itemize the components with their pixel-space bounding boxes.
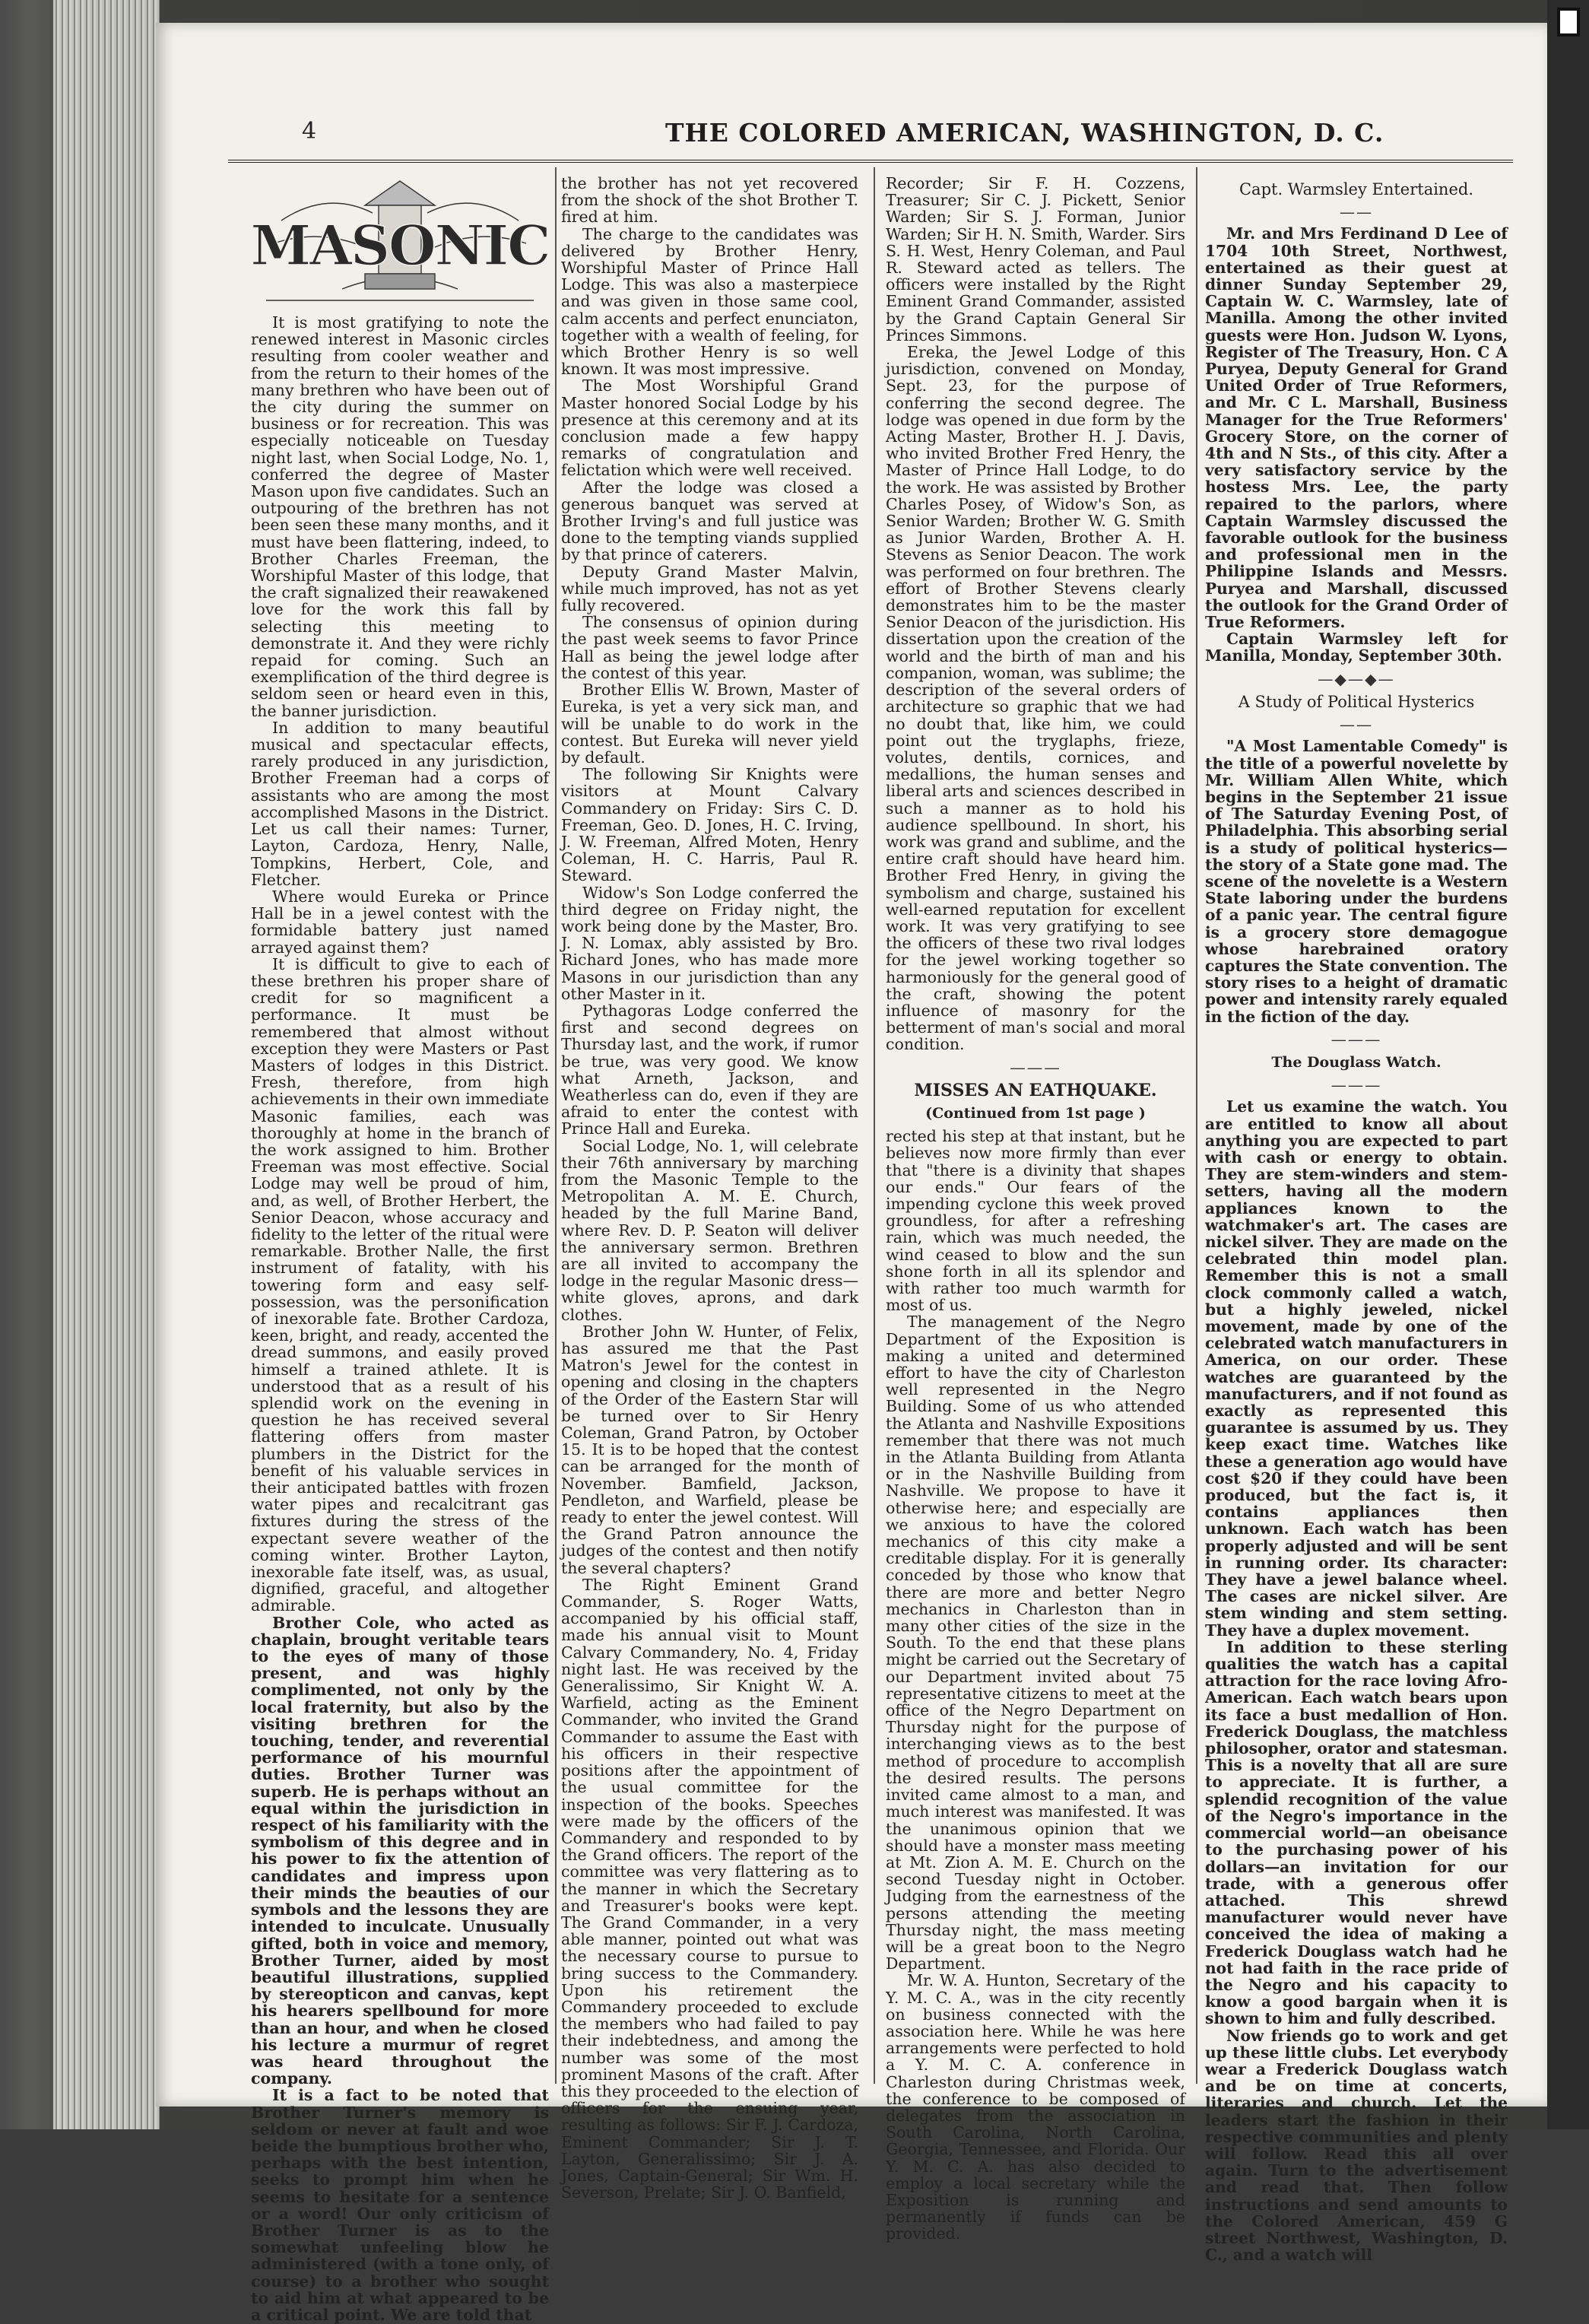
hysterics-heading: A Study of Political Hysterics: [1238, 692, 1475, 711]
watch-paragraph: In addition to these sterling qualities the watch has a capital attraction for the race loving Afro-American. Each watch bears upon its face a bust medallion of Hon. Frederick Douglass, the matchless philosopher, orator and statesman. This is a novelty that all are sure to appreciate. It is further, a splendid recognition of the value of the Negro's importance in the commercial world—an obeisance to the purchasing power of his dollars—an invitation for our trade, with a generous offer attached. This shrewd manufacturer would never have conceived the idea of making a Frederick Douglass watch had he not had faith in the race pride of the Negro and his capacity to know a good bargain when it is shown to him and fully described.: [1205, 1637, 1508, 2028]
masonic-paragraph: In addition to many beautiful musical and spectacular effects, rarely produced in any jurisdiction, Brother Freeman had a corps of assistants who are among the most accomplished Masons in the District. Let us call their names: Turner, Layton, Cardoza, Henry, Nalle, Tompkins, Herbert, Cole, and Fletcher.: [251, 718, 549, 889]
lodge-paragraph: Pythagoras Lodge conferred the first and second degrees on Thursday last, and the work, if rumor be true, was very good. We know what Arneth, Jackson, and Weatherless can do, even if they are afraid to enter the contest with Prince Hall and Eureka.: [561, 1001, 858, 1138]
paper-title: THE COLORED AMERICAN, WASHINGTON, D. C.: [665, 118, 1384, 148]
eathquake-paragraph: rected his step at that instant, but he believes now more firmly than ever that "there is a divinity that shapes our ends." Our fears of the impending cyclone this week proved groundless, for after a refreshing rain, which was much needed, the wind ceased to blow and the sun shone forth in all its splendor and with rather too much warmth for most of us.: [886, 1127, 1185, 1315]
section-divider: ——: [1339, 203, 1374, 222]
section-divider: ———: [1331, 1030, 1382, 1049]
warmsley-paragraph: Mr. and Mrs Ferdinand D Lee of 1704 10th Street, Northwest, entertained as their guest at dinner Sunday September 29, Captain W. C. Warmsley, late of Manilla. Among the other invited guests were Hon. Judson W. Lyons, Register of The Treasury, Hon. C A Puryea, Deputy General for Grand United Order of True Reformers, and Mr. C L. Marshall, Business Manager for the True Reformers' Grocery Store, on the corner of 4th and N Sts., of this city. After a very satisfactory service by the hostess Mrs. Lee, the party repaired to the parlors, where Captain Warmsley discussed the favorable outlook for the business and professional men in the Philippine Islands and Messrs. Puryea and Marshall, discussed the outlook for the Grand Order of True Reformers.: [1205, 224, 1508, 632]
eathquake-paragraph: Mr. W. A. Hunton, Secretary of the Y. M. C. A., was in the city recently on business connected with the association here. While he was here arrangements were perfected to hold a Y. M. C. A. conference in Charleston during Christmas week, the conference to be composed of delegates from the association in South Carolina, North Carolina, Georgia, Tennessee, and Florida. Our Y. M. C. A. has also decided to employ a local secretary while the Exposition is running and permanently if funds can be provided.: [886, 1971, 1185, 2243]
lodge-paragraph: Brother John W. Hunter, of Felix, has assured me that the Past Matron's Jewel for the contest in opening and closing in the chapters of the Order of the Eastern Star will be turned over to Sir Henry Coleman, Grand Patron, by October 15. It is to be hoped that the contest can be arranged for the month of November. Bamfield, Jackson, Pendleton, and Warfield, please be ready to enter the jewel contest. Will the Grand Patron announce the judges of the contest and then notify the several chapters?: [561, 1322, 858, 1577]
masonic-paragraph: It is most gratifying to note the renewed interest in Masonic circles resulting from cooler weather and from the return to their homes of the many brethren who have been out of the city during the summer on business or for recreation. This was especially noticeable on Tuesday night last, when Social Lodge, No. 1, conferred the degree of Master Mason upon five candidates. Such an outpouring of the brethren has not been seen these many months, and it must have been flattering, indeed, to Brother Charles Freeman, the Worshipful Master of this lodge, that the craft signalized their reawakened love for the work this fall by selecting this meeting to demonstrate it. And they were richly repaid for coming. Such an exemplification of the third degree is seldom seen or heard even in this, the banner jurisdiction.: [251, 313, 549, 720]
masonic-logo: [251, 175, 549, 308]
bound-page-edges: [53, 0, 160, 2129]
lodge-paragraph: Widow's Son Lodge conferred the third degree on Friday night, the work being done by the Master, Bro. J. N. Lomax, ably assisted by Bro. Richard Jones, who has made more Masons in our jurisdiction than any other Master in it.: [561, 883, 858, 1003]
scanner-corner-mark: [1557, 8, 1580, 37]
lodge-paragraph: The charge to the candidates was delivered by Brother Henry, Worshipful Master of Prince Hall Lodge. This was also a masterpiece and was given in those same cool, calm accents and perfect enunciaton, together with a wealth of feeling, for which Brother Henry is so well known. It was most impressive.: [561, 224, 858, 379]
warmsley-heading: Capt. Warmsley Entertained.: [1239, 180, 1474, 198]
masthead-rule: [228, 160, 1513, 163]
hysterics-paragraph: "A Most Lamentable Comedy" is the title of a powerful novelette by Mr. William Allen White, which begins in the September 21 issue of The Saturday Evening Post, of Philadelphia. This absorbing serial is a study of political hysterics—the story of a State gone mad. The scene of the novelette is a Western State laboring under the burdens of a panic year. The central figure is a grocery store demagogue whose harebrained oratory captures the State convention. The story rises to a height of dramatic power and intensity rarely equaled in the fiction of the day.: [1205, 737, 1508, 1026]
column-rule: [555, 167, 557, 2084]
masthead: [156, 118, 1547, 164]
masonic-paragraph: Brother Cole, who acted as chaplain, brought veritable tears to the eyes of many of those present, and was highly complimented, not only by the local fraternity, but also by the visiting brethren for the touching, tender, and reverential performance of his mournful duties. Brother Turner was superb. He is perhaps without an equal within the jurisdiction in respect of his familiarity with the symbolism of this degree and in his power to fix the attention of candidates and impress upon their minds the beauties of our symbols and the lessons they are intended to inculcate. Unusually gifted, both in voice and memory, Brother Turner, aided by most beautiful illustrations, supplied by stereopticon and canvas, kept his hearers spellbound for more than an hour, and when he closed his lecture a murmur of regret was heard throughout the company.: [251, 1613, 549, 2088]
lodge-paragraph: Social Lodge, No. 1, will celebrate their 76th anniversary by marching from the Masonic Temple to the Metropolitan A. M. E. Church, headed by the full Marine Band, where Rev. D. P. Seaton will deliver the anniversary sermon. Brethren are all invited to accompany the lodge in the regular Masonic dress—white gloves, aprons, and dark clothes.: [561, 1136, 858, 1324]
column-masonic: [250, 175, 550, 2324]
lodge-paragraph: The Right Eminent Grand Commander, S. Roger Watts, accompanied by his official staff, made his annual visit to Mount Calvary Commandery, No. 4, Friday night last. He was received by the Generalissimo, Sir Knight W. A. Warfield, acting as the Eminent Commander, who invited the Grand Commander to assume the East with his officers in their respective positions after the appointment of the usual committee for the inspection of the books. Speeches were made by the officers of the Commandery and responded to by the Grand officers. The report of the committee was very flattering as to the manner in which the Secretary and Treasurer's books were kept. The Grand Commander, in a very able manner, pointed out what was the necessary course to pursue to bring success to the Commandery. Upon his retirement the Commandery proceeded to exclude the members who had failed to pay their indebtedness, and among the number was some of the most prominent Masons of the craft. After this they proceeded to the election of officers for the ensuing year, resulting as follows: Sir F. J. Cardoza, Eminent Commander; Sir J. T. Layton, Generalissimo; Sir J. A. Jones, Captain-General; Sir Wm. H. Severson, Prelate; Sir J. O. Banfield,: [561, 1575, 858, 2202]
lodge-paragraph: The following Sir Knights were visitors at Mount Calvary Commandery on Friday: Sirs C. D. Freeman, Geo. D. Jones, H. C. Irving, J. W. Freeman, Alfred Moten, Henry Coleman, H. C. Harris, Paul R. Steward.: [561, 765, 858, 885]
watch-paragraph: Let us examine the watch. You are entitled to know all about anything you are expected to part with cash or energy to obtain. They are stem-winders and stem-setters, having all the modern appliances known to the watchmaker's art. The cases are nickel silver. They are made on the celebrated thin model plan. Remember this is not a small clock commonly called a watch, but a highly jeweled, nickel movement, made by one of the celebrated watch manufacturers in America, on our order. These watches are guaranteed by the manufacturers, and if not found as exactly as represented this guarantee is assumed by us. They keep exact time. Watches like these a generation ago would have cost $20 if they could have been produced, but the fact is, it contains appliances then unknown. Each watch has been properly adjusted and will be sent in running order. Its character: They have a jewel balance wheel. The cases are nickel silver. Are stem winding and stem setting. They have a duplex movement.: [1205, 1097, 1508, 1640]
section-divider: ———: [1010, 1058, 1061, 1077]
lodge-paragraph: The consensus of opinion during the past week seems to favor Prince Hall as being the jewel lodge after the contest of this year.: [561, 613, 858, 682]
masonic-paragraph: Where would Eureka or Prince Hall be in a jewel contest with the formidable battery just named arrayed against them?: [251, 887, 549, 957]
masonic-logo-text: MASONIC: [250, 213, 550, 278]
section-divider: ———: [1331, 1076, 1382, 1095]
column-commandery-exposition: [886, 174, 1185, 2243]
lodge-paragraph: The Most Worshipful Grand Master honored Social Lodge by his presence at this ceremony and at its conclusion made a few happy remarks of congratulation and felictation which were well received.: [561, 376, 858, 480]
newspaper-page: [156, 23, 1547, 2324]
column-rule: [1196, 167, 1197, 2084]
lodge-paragraph: Brother Ellis W. Brown, Master of Eureka, is yet a very sick man, and will be unable to do work in the contest. But Eureka will never yield by default.: [561, 681, 858, 767]
column-rule: [874, 167, 875, 2084]
lodge-paragraph: After the lodge was closed a generous banquet was served at Brother Irving's and full justice was done to the tempting viands supplied by that prince of caterers.: [561, 478, 858, 564]
section-divider: —◆—◆—: [1318, 669, 1395, 688]
eathquake-heading: MISSES AN EATHQUAKE.: [914, 1080, 1157, 1100]
section-divider: ——: [1339, 716, 1374, 735]
masonic-paragraph: It is difficult to give to each of these brethren his proper share of credit for so magnificent a performance. It must be remembered that almost without exception they were Masters or Past Masters of lodges in this District. Fresh, therefore, from high achievements in their own immediate Masonic families, each was thoroughly at home in the branch of the work assigned to him. Brother Freeman was most effective. Social Lodge may well be proud of him, and, as well, of Brother Herbert, the Senior Deacon, whose accuracy and fidelity to the letter of the ritual were remarkable. Brother Nalle, the first instrument of fatality, with his towering form and easy self-possession, was the personification of inexorable fate. Brother Cardoza, keen, bright, and ready, accented the dread summons, and easily proved himself a trained athlete. It is understood that as a result of his splendid work on the evening in question he has received several flattering offers from master plumbers in the District for the benefit of his valuable services in their anticipated battles with frozen water pipes and recalcitrant gas fixtures during the stress of the expectant severe weather of the coming winter. Brother Layton, inexorable fate itself, was, as usual, dignified, graceful, and altogether admirable.: [251, 954, 549, 1615]
lodge-paragraph: the brother has not yet recovered from the shock of the shot Brother T. fired at him.: [561, 174, 858, 227]
watch-heading: The Douglass Watch.: [1271, 1053, 1442, 1071]
eathquake-continued: (Continued from 1st page ): [925, 1104, 1146, 1122]
watch-paragraph: Now friends go to work and get up these little clubs. Let everybody wear a Frederick Douglass watch and be on time at concerts, literaries and church. Let the leaders start the fashion in their respective communities and plenty will follow. Read this all over again. Turn to the advertisement and read that. Then follow instructions and send amounts to the Colored American, 459 G street Northwest, Washington, D. C., and a watch will: [1205, 2026, 1508, 2265]
commandery-paragraph: Ereka, the Jewel Lodge of this jurisdiction, convened on Monday, Sept. 23, for the purpose of conferring the second degree. The lodge was opened in due form by the Acting Master, Brother H. J. Davis, who invited Brother Fred Henry, the Master of Prince Hall Lodge, to do the work. He was assisted by Brother Charles Posey, of Widow's Son, as Senior Warden; Brother W. G. Smith as Junior Warden, Brother A. H. Stevens as Senior Deacon. The work was performed on four brethren. The effort of Brother Stevens clearly demonstrates him to be the master Senior Deacon of the jurisdiction. His dissertation upon the creation of the world and the birth of man and his companion, woman, was sublime; the description of the several orders of architecture so graphic that we had no doubt that, like him, we could point out the tryglaphs, frieze, volutes, dentils, cornices, and medallions, the human senses and liberal arts and sciences described in such a manner as to hold his audience spellbound. In short, his work was grand and sublime, and the entire craft should have heard him. Brother Fred Henry, in giving the symbolism and charge, sustained his well-earned reputation for excellent work. It was very gratifying to see the officers of these two rival lodges for the jewel working together so harmoniously for the general good of the craft, showing the potent influence of masonry for the betterment of man's social and moral condition.: [886, 343, 1185, 1054]
column-social-ads: [1205, 175, 1508, 2265]
lodge-paragraph: Deputy Grand Master Malvin, while much improved, has not as yet fully recovered.: [561, 562, 858, 615]
masonic-emblem-icon: [251, 175, 549, 308]
column-lodge-notes: [561, 174, 858, 2202]
warmsley-paragraph: Captain Warmsley left for Manilla, Monday, September 30th.: [1205, 630, 1508, 665]
masonic-paragraph: It is a fact to be noted that Brother Turner's memory is seldom or never at fault and woe beide the bumptious brother who, perhaps with the best intention, seeks to prompt him when he seems to hesitate for a sentence or a word! Our only criticism of Brother Turner is as to the somewhat unfeeling blow he administered (with a tone only, of course) to a brother who sought to aid him at what appeared to be a critical point. We are told that: [251, 2086, 549, 2324]
scan-right-margin: [1547, 0, 1589, 2129]
page-number: 4: [302, 118, 317, 144]
commandery-paragraph: Recorder; Sir F. H. Cozzens, Treasurer; Sir C. J. Pickett, Senior Warden; Sir S. J. Forman, Junior Warden; Sir H. N. Smith, Warder. Sirs S. H. West, Henry Coleman, and Paul R. Steward acted as tellers. The officers were installed by the Right Eminent Grand Commander, assisted by the Grand Captain General Sir Princes Simmons.: [886, 174, 1185, 344]
eathquake-paragraph: The management of the Negro Department of the Exposition is making a united and determined effort to have the city of Charleston well represented in the Negro Building. Some of us who attended the Atlanta and Nashville Expositions remember that there was not much in the Atlanta Building from Atlanta or in the Nashville Building from Nashville. We propose to have it otherwise here; and especially are we anxious to have the colored mechanics of this city make a creditable display. For it is generally conceded by those who know that there are more and better Negro mechanics in Charleston than in many other cities of the size in the South. To the end that these plans might be carried out the Secretary of our Department invited about 75 representative citizens to meet at the office of the Negro Department on Thursday night for the purpose of interchanging views as to the best method of procedure to accomplish the desired results. The persons invited came almost to a man, and much interest was manifested. It was the unanimous opinion that we should have a monster mass meeting at Mt. Zion A. M. E. Church on the second Tuesday night in October. Judging from the earnestness of the persons attending the meeting Thursday night, the mass meeting will be a great boon to the Negro Department.: [886, 1313, 1185, 1973]
